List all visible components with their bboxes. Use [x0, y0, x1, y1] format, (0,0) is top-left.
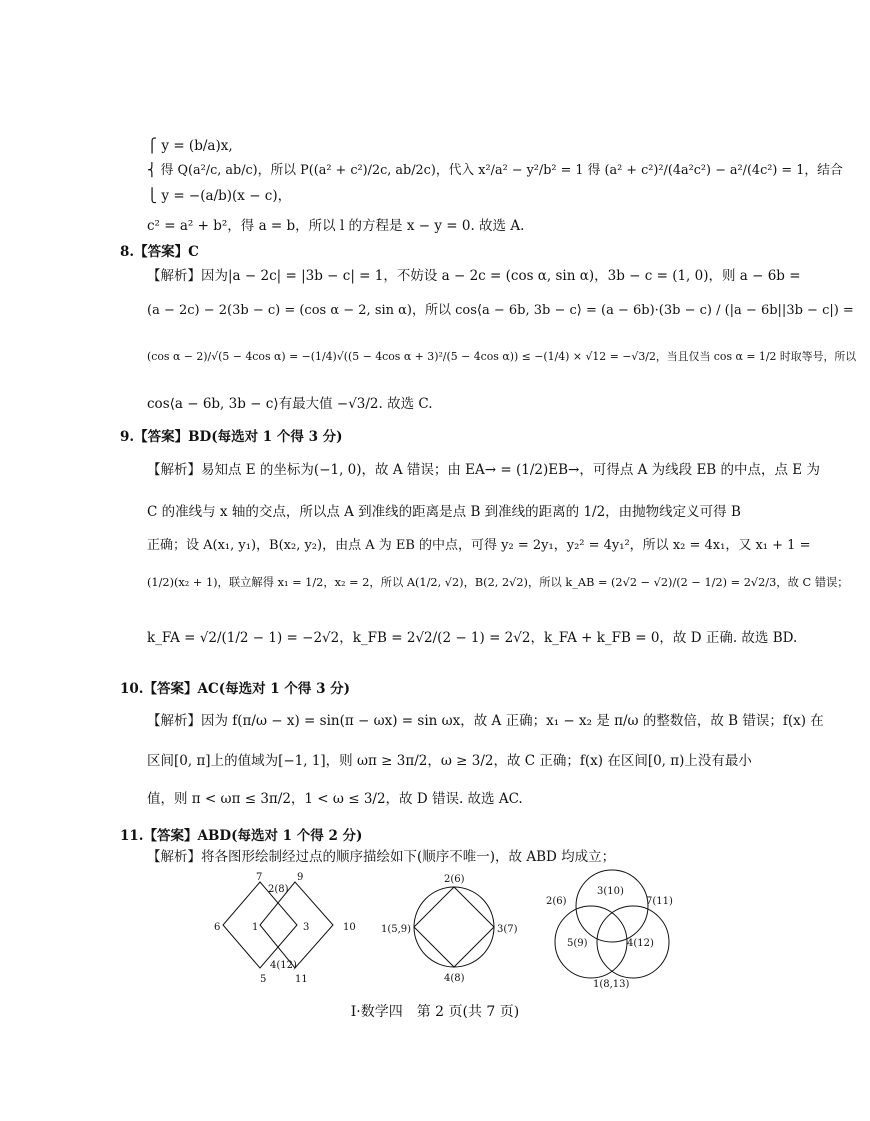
line-6: (a − 2c) − 2(3b − c) = (cos α − 2, sin α)，所以 cos⟨a − 6b, 3b − c⟩ = (a − 6b)·(3b − c) / (|a − 6b||3b − c|) = [147, 303, 854, 318]
fig1-label: 4(12) [270, 960, 297, 971]
fig1-label: 6 [214, 922, 221, 933]
fig2-label: 3(7) [497, 924, 518, 935]
line-11: 正确；设 A(x₁, y₁)，B(x₂, y₂)，由点 A 为 EB 的中点，可得 y₂ = 2y₁，y₂² = 4y₁²，所以 x₂ = 4x₁，又 x₁ + 1 = [147, 538, 811, 553]
line-16: 值，则 π < ωπ ≤ 3π/2，1 < ω ≤ 3/2，故 D 错误. 故选 AC. [147, 791, 523, 807]
line-7: (cos α − 2)/√(5 − 4cos α) = −(1/4)√((5 − 4cos α + 3)²/(5 − 4cos α)) ≤ −(1/4) × √12 = −√3/2，当且仅当 cos α = 1/2 时取等号，所以 [147, 350, 857, 363]
fig3-label: 4(12) [627, 938, 654, 949]
line-8: cos⟨a − 6b, 3b − c⟩有最大值 −√3/2. 故选 C. [147, 396, 433, 412]
fig1-label: 1 [252, 922, 259, 933]
line-10: C 的准线与 x 轴的交点，所以点 A 到准线的距离是点 B 到准线的距离的 1/2，由抛物线定义可得 B [147, 504, 741, 520]
line-15: 区间[0, π]上的值域为[−1, 1]，则 ωπ ≥ 3π/2，ω ≥ 3/2，故 C 正确；f(x) 在区间[0, π)上没有最小 [147, 753, 752, 769]
line-13: k_FA = √2/(1/2 − 1) = −2√2，k_FB = 2√2/(2 − 1) = 2√2，k_FA + k_FB = 0，故 D 正确. 故选 BD. [147, 630, 798, 646]
line-14: 【解析】因为 f(π/ω − x) = sin(π − ωx) = sin ωx，故 A 正确；x₁ − x₂ 是 π/ω 的整数倍，故 B 错误；f(x) 在 [147, 713, 824, 729]
line-5: 【解析】因为|a − 2c| = |3b − c| = 1，不妨设 a − 2c = (cos α, sin α)，3b − c = (1, 0)，则 a − 6b = [147, 268, 801, 284]
fig1-label: 11 [295, 974, 308, 985]
line-17: 【解析】将各图形绘制经过点的顺序描绘如下(顺序不唯一)，故 ABD 均成立； [147, 849, 616, 865]
fig1-label: 2(8) [268, 884, 289, 895]
fig3-label: 1(8,13) [593, 979, 630, 990]
fig1-label: 9 [297, 872, 304, 883]
figure-two-squares [210, 868, 370, 988]
answer-heading-10: 10.【答案】AC(每选对 1 个得 3 分) [120, 681, 351, 697]
page-footer: Ⅰ·数学四 第 2 页(共 7 页) [350, 1004, 520, 1020]
line-3: ⎩ y = −(a/b)(x − c)， [147, 188, 292, 204]
fig2-label: 4(8) [444, 973, 465, 984]
fig2-label: 1(5,9) [381, 924, 412, 935]
fig2-label: 2(6) [444, 874, 465, 885]
fig1-label: 7 [256, 872, 263, 883]
line-4: c² = a² + b²，得 a = b，所以 l 的方程是 x − y = 0. 故选 A. [147, 218, 525, 234]
answer-heading-8: 8.【答案】C [120, 244, 199, 260]
answer-heading-11: 11.【答案】ABD(每选对 1 个得 2 分) [120, 828, 363, 844]
line-1: ⎧ y = (b/a)x, [147, 138, 233, 154]
line-9: 【解析】易知点 E 的坐标为(−1, 0)，故 A 错误；由 EA→ = (1/2)EB→，可得点 A 为线段 EB 的中点，点 E 为 [147, 462, 820, 478]
fig3-label: 7(11) [646, 896, 673, 907]
answer-heading-9: 9.【答案】BD(每选对 1 个得 3 分) [120, 429, 343, 445]
fig3-label: 3(10) [597, 886, 624, 897]
figure-circle-square [378, 868, 528, 988]
fig1-label: 10 [343, 922, 356, 933]
fig3-label: 5(9) [567, 938, 588, 949]
line-2: ⎨ 得 Q(a²/c, ab/c)，所以 P((a² + c²)/2c, ab/2c)，代入 x²/a² − y²/b² = 1 得 (a² + c²)²/(4a²c²) − a²/(4c²) = 1，结合 [147, 163, 843, 178]
fig1-label: 5 [260, 974, 267, 985]
fig1-label: 3 [303, 922, 310, 933]
line-12: (1/2)(x₂ + 1)，联立解得 x₁ = 1/2，x₂ = 2，所以 A(1/2, √2)，B(2, 2√2)，所以 k_AB = (2√2 − √2)/(2 − 1/2) = 2√2/3，故 C 错误； [147, 576, 849, 589]
outer-circle [414, 887, 494, 967]
fig3-label: 2(6) [546, 896, 567, 907]
figure-three-circles [540, 862, 710, 992]
